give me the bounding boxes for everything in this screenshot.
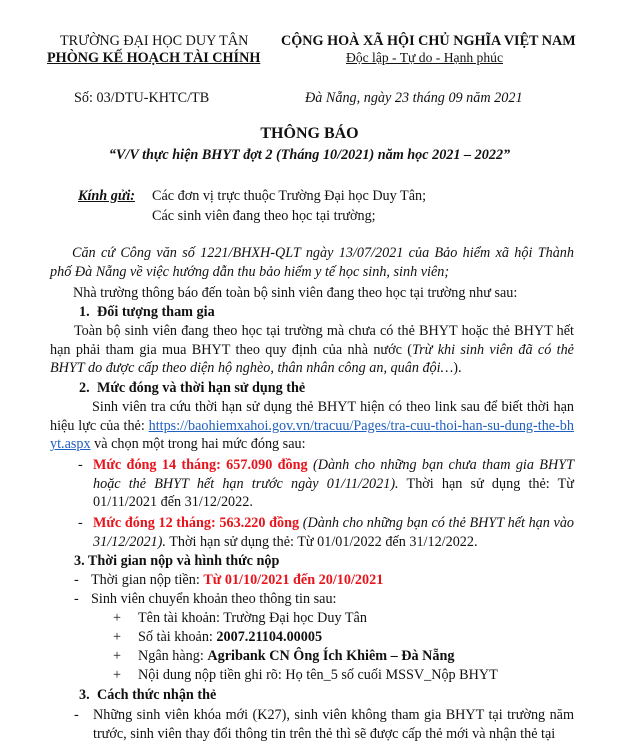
recipient-2: Các sinh viên đang theo học tại trường; bbox=[152, 208, 376, 224]
time-dash: - bbox=[74, 572, 79, 588]
payment-time-label: Thời gian nộp tiền: bbox=[91, 572, 200, 588]
section-2-text bbox=[50, 398, 574, 454]
bullet-plus: + bbox=[113, 648, 122, 664]
section-4-dash: - bbox=[74, 707, 79, 723]
transfer-dash: - bbox=[74, 591, 79, 607]
section-2-body: Sinh viên tra cứu thời hạn sử dụng thẻ BHYT hiện có theo link sau để biết thời hạn hiệu lực của thẻ: bbox=[50, 399, 574, 434]
intro-paragraph: Nhà trường thông báo đến toàn bộ sinh viên đang theo học tại trường như sau: bbox=[73, 285, 518, 301]
bank-value: Agribank CN Ông Ích Khiêm – Đà Nẵng bbox=[207, 648, 455, 664]
option-1 bbox=[93, 456, 574, 512]
section-2-number: 2. bbox=[79, 380, 90, 396]
option-2-price: Mức đóng 12 tháng: 563.220 đồng bbox=[93, 515, 300, 531]
notice-subject: “V/V thực hiện BHYT đợt 2 (Tháng 10/2021) năm học 2021 – 2022” bbox=[108, 147, 511, 163]
department-name: PHÒNG KẾ HOẠCH TÀI CHÍNH bbox=[47, 50, 261, 66]
payment-time bbox=[91, 571, 383, 589]
bullet-plus: + bbox=[113, 667, 122, 683]
national-motto: Độc lập - Tự do - Hạnh phúc bbox=[346, 50, 503, 65]
notice-title: THÔNG BÁO bbox=[260, 125, 359, 142]
option-1-validity: Thời hạn sử dụng thẻ: Từ 01/11/2021 đến 31/12/2022. bbox=[93, 475, 574, 511]
transfer-instructions: Sinh viên chuyển khoản theo thông tin sau: bbox=[91, 591, 337, 607]
section-2-after-link: và chọn một trong hai mức đóng sau: bbox=[94, 436, 306, 453]
section-1-text bbox=[50, 322, 574, 378]
section-4-text: Những sinh viên khóa mới (K27), sinh viên không tham gia BHYT tại trường năm trước, sinh viên thay đổi thông tin trên thẻ thì sẽ được cấp thẻ mới và nhận thẻ tại bbox=[93, 707, 574, 742]
account-name bbox=[138, 609, 367, 627]
recipients-label: Kính gửi: bbox=[78, 188, 135, 204]
section-1-number: 1. bbox=[79, 304, 90, 320]
legal-basis: Căn cứ Công văn số 1221/BHXH-QLT ngày 13/07/2021 của Bảo hiểm xã hội Thành phố Đà Nẵng về việc hướng dẫn thu bảo hiểm y tế học sinh, sinh viên; bbox=[50, 245, 574, 280]
bank-name bbox=[138, 647, 455, 665]
bullet-plus: + bbox=[113, 610, 122, 626]
section-1-body: Toàn bộ sinh viên đang theo học tại trường mà chưa có thẻ BHYT hoặc thẻ BHYT hết hạn phải tham gia mua BHYT theo quy định của nhà nước ( bbox=[50, 323, 574, 358]
recipient-1: Các đơn vị trực thuộc Trường Đại học Duy Tân; bbox=[152, 188, 427, 204]
account-name-value: Trường Đại học Duy Tân bbox=[223, 610, 367, 626]
account-name-label: Tên tài khoản: bbox=[138, 610, 220, 626]
bullet-plus: + bbox=[113, 629, 122, 645]
option-1-dash: - bbox=[78, 457, 83, 473]
bank-label: Ngân hàng: bbox=[138, 648, 204, 664]
option-1-price: Mức đóng 14 tháng: 657.090 đồng bbox=[93, 457, 308, 473]
section-4-number: 3. bbox=[79, 687, 90, 703]
option-2-validity: Thời hạn sử dụng thẻ: Từ 01/01/2022 đến 31/12/2022. bbox=[169, 533, 478, 550]
account-number-value: 2007.21104.00005 bbox=[216, 629, 323, 645]
option-2-note: (Dành cho những bạn có thẻ BHYT hết hạn vào 31/12/2021). bbox=[93, 515, 575, 550]
option-1-note: (Dành cho những bạn chưa tham gia BHYT hoặc thẻ BHYT hết hạn trước ngày 01/11/2021). bbox=[93, 457, 574, 492]
place-date: Đà Nẵng, ngày 23 tháng 09 năm 2021 bbox=[305, 90, 523, 106]
insurance-lookup-link[interactable]: https://baohiemxahoi.gov.vn/tracuu/Pages/tra-cuu-thoi-han-su-dung-the-bhyt.aspx bbox=[50, 417, 574, 453]
account-number-label: Số tài khoản: bbox=[138, 629, 213, 645]
option-2 bbox=[93, 514, 574, 551]
section-2-title: Mức đóng và thời hạn sử dụng thẻ bbox=[97, 380, 306, 396]
section-1-note: Trừ khi sinh viên đã có thẻ BHYT do được cấp theo diện hộ nghèo, thân nhân công an, quân đội… bbox=[50, 341, 574, 377]
section-1-end: ). bbox=[453, 360, 462, 377]
university-name: TRƯỜNG ĐẠI HỌC DUY TÂN bbox=[60, 33, 249, 49]
section-4-title: Cách thức nhận thẻ bbox=[97, 687, 217, 703]
payment-time-value: Từ 01/10/2021 đến 20/10/2021 bbox=[203, 572, 384, 588]
payment-memo: Nội dung nộp tiền ghi rõ: Họ tên_5 số cuối MSSV_Nộp BHYT bbox=[138, 667, 498, 683]
document-number: Số: 03/DTU-KHTC/TB bbox=[74, 90, 210, 106]
account-number bbox=[138, 628, 322, 646]
section-3-title: 3. Thời gian nộp và hình thức nộp bbox=[74, 553, 280, 569]
republic-name: CỘNG HOÀ XÃ HỘI CHỦ NGHĨA VIỆT NAM bbox=[281, 33, 576, 49]
option-2-dash: - bbox=[78, 515, 83, 531]
section-1-title: Đối tượng tham gia bbox=[97, 304, 215, 320]
